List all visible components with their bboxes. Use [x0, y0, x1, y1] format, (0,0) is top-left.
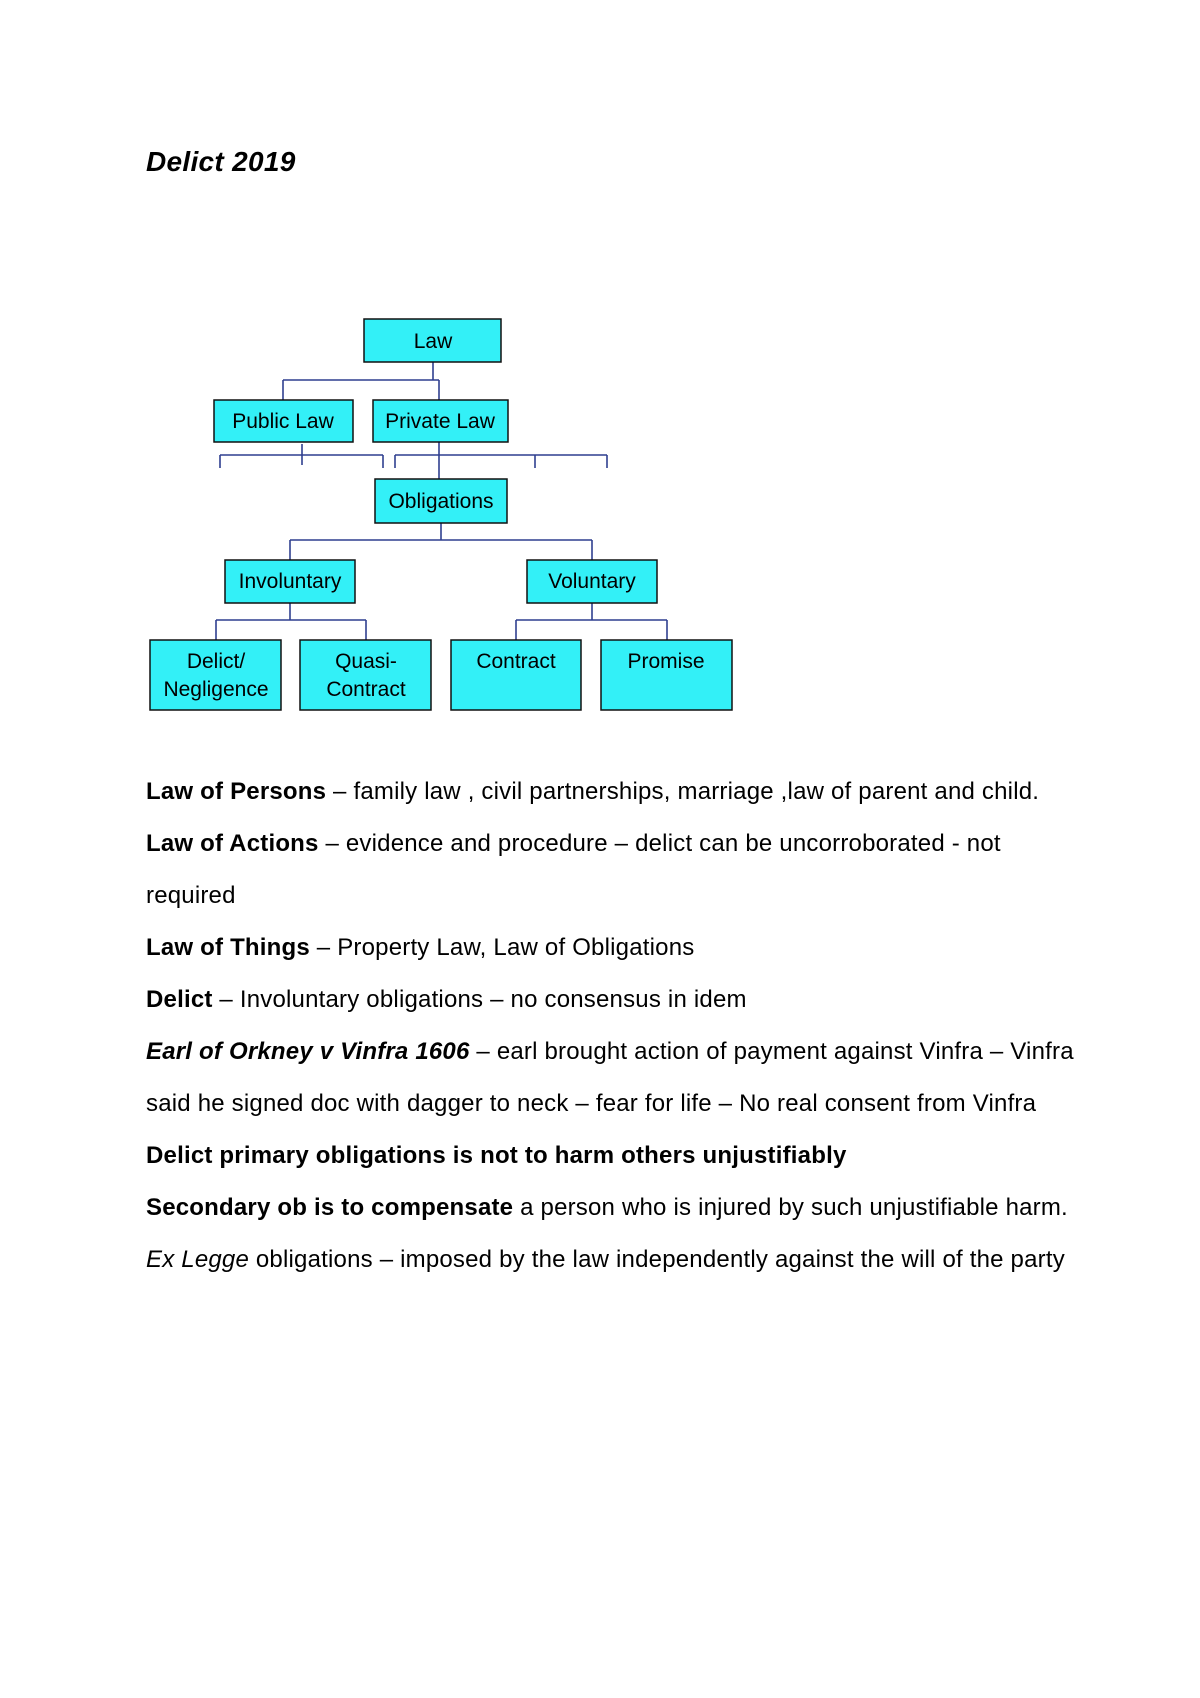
node-law: [364, 319, 501, 362]
node-law-label: Law: [413, 330, 453, 353]
note-text: – family law , civil partnerships, marriage ,law of parent and child.: [326, 778, 1040, 805]
note-term: Secondary ob is to compensate: [146, 1194, 514, 1221]
note-text: obligations – imposed by the law independently against the will of the party: [249, 1246, 1065, 1273]
node-obligations: [375, 479, 507, 523]
node-voluntary-label: Voluntary: [548, 570, 636, 593]
node-delict-label-line1: Delict/: [186, 650, 246, 673]
note-term: Law of Things: [146, 934, 310, 961]
note-term: Ex Legge: [146, 1246, 250, 1273]
note-case: [146, 1026, 1076, 1130]
node-involuntary-label: Involuntary: [238, 570, 342, 593]
note-text: – earl brought action of payment against Vinfra – Vinfra said he signed doc with dagger to neck – fear for life – No real consent from Vinfra: [146, 1038, 1074, 1117]
law-hierarchy-diagram: [0, 0, 1200, 760]
node-contract: [451, 640, 581, 710]
note-delict: [146, 974, 1076, 1026]
node-involuntary: [225, 560, 355, 603]
node-promise-label: Promise: [627, 650, 705, 673]
notes-body: [146, 766, 1076, 1286]
node-public-law: [214, 400, 353, 442]
note-text: – evidence and procedure – delict can be uncorroborated - not required: [146, 830, 1001, 909]
node-private-law-label: Private Law: [385, 410, 495, 433]
node-voluntary: [527, 560, 657, 603]
node-delict-negligence: [150, 640, 281, 710]
note-text: a person who is injured by such unjustifiable harm.: [513, 1194, 1068, 1221]
note-term: Delict primary obligations is not to harm others unjustifiably: [146, 1142, 847, 1169]
node-public-law-label: Public Law: [232, 410, 334, 433]
node-obligations-label: Obligations: [388, 490, 494, 513]
note-secondary-obligation: [146, 1182, 1076, 1234]
note-text: – Property Law, Law of Obligations: [309, 934, 695, 961]
note-law-of-things: [146, 922, 1076, 974]
node-delict-label-line2: Negligence: [163, 678, 269, 701]
note-term: Delict: [146, 986, 213, 1013]
note-law-of-persons: [146, 766, 1076, 818]
node-private-law: [373, 400, 508, 442]
note-text: – Involuntary obligations – no consensus in idem: [212, 986, 747, 1013]
node-quasi-label-line1: Quasi-: [335, 650, 397, 673]
note-ex-legge: [146, 1234, 1076, 1286]
page-title: Delict 2019: [146, 146, 296, 177]
node-quasi-label-line2: Contract: [326, 678, 406, 701]
note-law-of-actions: [146, 818, 1076, 922]
node-promise: [601, 640, 732, 710]
node-contract-label: Contract: [476, 650, 556, 673]
node-quasi-contract: [300, 640, 431, 710]
case-name: Earl of Orkney v Vinfra 1606: [146, 1038, 470, 1065]
note-term: Law of Actions: [146, 830, 319, 857]
note-primary-obligation: [146, 1130, 1076, 1182]
note-term: Law of Persons: [146, 778, 327, 805]
